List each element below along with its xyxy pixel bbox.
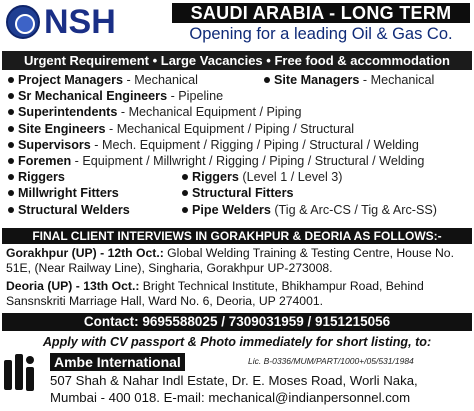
bullet-icon xyxy=(8,158,14,164)
subtitle: Opening for a leading Oil & Gas Co. xyxy=(189,25,453,43)
venue-line xyxy=(6,279,470,294)
venue-place: Deoria (UP) - 13th Oct.: xyxy=(6,279,140,293)
job-title: Superintendents xyxy=(18,105,118,120)
venue-address: Global Welding Training & Testing Centre, House No. xyxy=(163,246,454,260)
ambe-logo-icon xyxy=(4,354,40,394)
job-entry xyxy=(274,72,434,88)
license-number: Lic. B-0336/MUM/PART/1000+/05/531/1984 xyxy=(248,356,414,366)
job-detail: - Mechanical Equipment / Piping xyxy=(117,105,302,120)
job-title: Site Engineers xyxy=(18,121,106,136)
job-detail: - Mechanical xyxy=(359,73,435,87)
job-detail: - Equipment / Millwright / Rigging / Piping / Structural / Welding xyxy=(71,153,425,168)
company-name: Ambe International xyxy=(50,353,185,371)
list-item xyxy=(6,137,470,153)
venue-place: Gorakhpur (UP) - 12th Oct.: xyxy=(6,246,164,260)
job-entry xyxy=(192,185,293,201)
job-title: Supervisors xyxy=(18,137,91,152)
job-title: Project Managers xyxy=(18,73,123,87)
job-title: Riggers xyxy=(192,170,239,185)
job-entry xyxy=(18,137,419,153)
bullet-icon xyxy=(8,190,14,196)
requirement-banner: Urgent Requirement • Large Vacancies • Free food & accommodation xyxy=(2,51,472,70)
job-entry xyxy=(18,88,223,104)
list-item xyxy=(6,104,470,120)
list-item xyxy=(6,153,470,169)
job-detail: (Tig & Arc-CS / Tig & Arc-SS) xyxy=(270,202,437,217)
venue-deoria xyxy=(6,279,470,309)
page-title: SAUDI ARABIA - LONG TERM xyxy=(172,3,470,23)
interview-heading: FINAL CLIENT INTERVIEWS IN GORAKHPUR & DEORIA AS FOLLOWS:- xyxy=(2,228,472,244)
bullet-icon xyxy=(182,174,188,180)
job-detail: - Mechanical xyxy=(123,73,198,87)
list-item xyxy=(6,88,470,104)
job-title: Riggers xyxy=(18,170,65,185)
job-entry xyxy=(18,104,301,120)
job-entry xyxy=(18,169,65,185)
address-city: Mumbai - 400 018. xyxy=(50,390,164,405)
job-entry xyxy=(192,202,437,218)
bullet-icon xyxy=(182,207,188,213)
job-title: Structural Welders xyxy=(18,202,130,217)
email-link[interactable]: E-mail: mechanical@indianpersonnel.com xyxy=(163,390,411,405)
bullet-icon xyxy=(8,126,14,132)
venue-gorakhpur xyxy=(6,246,470,276)
header xyxy=(0,0,474,52)
job-entry xyxy=(18,121,354,137)
bullet-icon xyxy=(8,109,14,115)
bullet-icon xyxy=(8,174,14,180)
job-title: Pipe Welders xyxy=(192,202,271,217)
job-entry xyxy=(18,185,119,201)
list-item xyxy=(6,121,470,137)
address-line1: 507 Shah & Nahar Indl Estate, Dr. E. Moses Road, Worli Naka, xyxy=(50,373,418,388)
job-detail: - Mech. Equipment / Rigging / Piping / Structural / Welding xyxy=(90,137,419,152)
job-detail: - Mechanical Equipment / Piping / Structural xyxy=(105,121,354,136)
list-item xyxy=(6,202,470,218)
bullet-icon xyxy=(8,142,14,148)
bullet-icon xyxy=(8,207,14,213)
nsh-logo-icon xyxy=(6,5,40,39)
job-entry xyxy=(18,202,130,218)
job-title: Structural Fitters xyxy=(192,186,294,201)
bullet-icon xyxy=(182,190,188,196)
job-title: Site Managers xyxy=(274,73,360,87)
job-title: Foremen xyxy=(18,153,72,168)
job-detail: (Level 1 / Level 3) xyxy=(238,170,343,185)
bullet-icon xyxy=(8,93,14,99)
job-title: Millwright Fitters xyxy=(18,186,119,201)
job-entry xyxy=(18,72,198,88)
bullet-icon xyxy=(8,77,14,83)
job-list xyxy=(6,72,470,218)
list-item xyxy=(6,185,470,201)
job-entry xyxy=(18,153,424,169)
list-item xyxy=(6,72,470,88)
apply-instruction: Apply with CV passport & Photo immediately for short listing, to: xyxy=(42,335,432,349)
job-title: Sr Mechanical Engineers xyxy=(18,89,168,104)
bullet-icon xyxy=(264,77,270,83)
logo-text: NSH xyxy=(44,3,116,41)
list-item xyxy=(6,169,470,185)
job-detail: - Pipeline xyxy=(167,89,224,104)
venue-address: Bright Technical Institute, Bhikhampur Road, Behind xyxy=(139,279,424,293)
company-address xyxy=(50,372,470,406)
venue-line xyxy=(6,246,470,261)
contact-bar: Contact: 9695588025 / 7309031959 / 9151215056 xyxy=(2,313,472,331)
address-line2 xyxy=(50,389,470,406)
venue-address-line2: Sansnskriti Marriage Hall, Ward No. 6, Deoria, UP 274001. xyxy=(6,294,324,308)
job-entry xyxy=(192,169,343,185)
venue-address-line2: 51E, (Near Railway Line), Singharia, Gorakhpur UP-273008. xyxy=(6,261,333,275)
